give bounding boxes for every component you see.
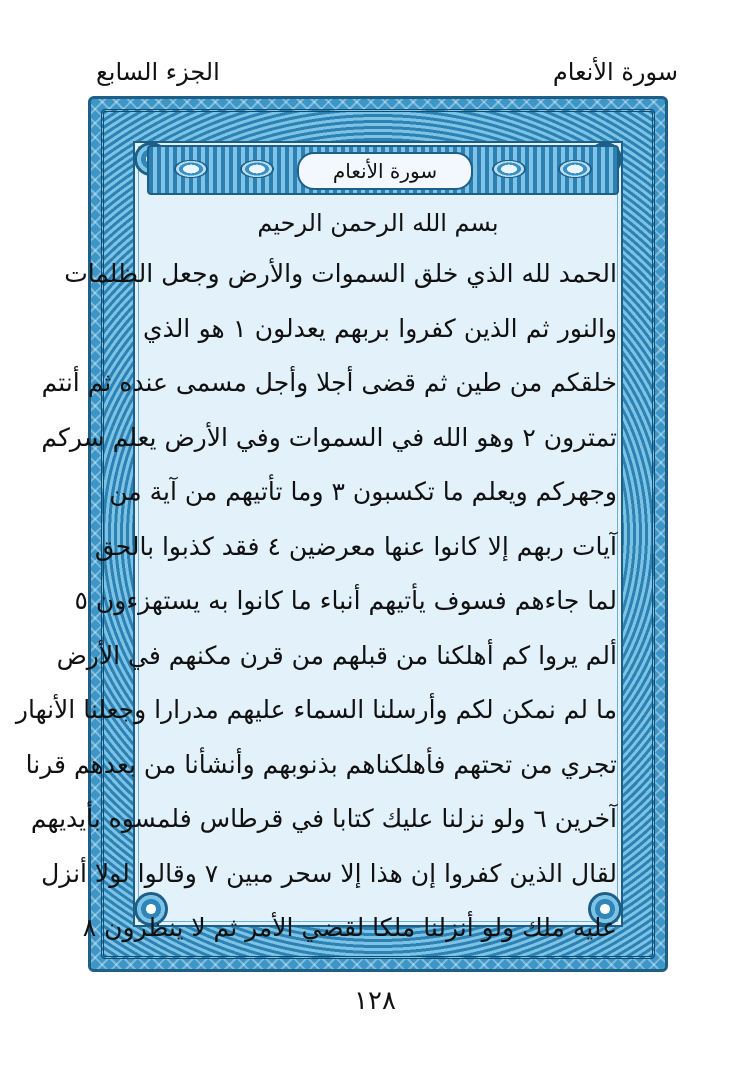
verse-line: تجري من تحتهم فأهلكناهم بذنوبهم وأنشأنا من بعدهم قرنا (25, 749, 617, 779)
verse-block (15, 247, 617, 956)
verse-line: ما لم نمكن لكم وأرسلنا السماء عليهم مدرارا وجعلنا الأنهار (15, 695, 617, 724)
verse-line: وجهركم ويعلم ما تكسبون ٣ وما تأتيهم من آية من (109, 477, 617, 506)
juz-header: الجزء السابع (96, 58, 220, 86)
band-ornament-icon (481, 154, 537, 184)
surah-header: سورة الأنعام (552, 58, 678, 86)
verse-line: الحمد لله الذي خلق السموات والأرض وجعل الظلمات (64, 259, 617, 288)
band-ornament-icon (163, 154, 219, 184)
verse-line: لقال الذين كفروا إن هذا إلا سحر مبين ٧ وقالوا لولا أنزل (41, 858, 617, 888)
verse-line: والنور ثم الذين كفروا بربهم يعدلون ١ هو الذي (143, 313, 617, 343)
band-ornament-icon (229, 154, 285, 184)
verse-line: خلقكم من طين ثم قضى أجلا وأجل مسمى عنده ثم أنتم (41, 368, 617, 397)
surah-title-band (147, 145, 619, 195)
verse-line: ألم يروا كم أهلكنا من قبلهم من قرن مكنهم في الأرض (56, 640, 617, 670)
decorative-frame (15, 96, 668, 972)
verse-line: آخرين ٦ ولو نزلنا عليك كتابا في قرطاس فلمسوه بأيديهم (30, 804, 617, 833)
verse-line: عليه ملك ولو أنزلنا ملكا لقضي الأمر ثم لا ينظرون ٨ (82, 913, 617, 942)
verse-line: لما جاءهم فسوف يأتيهم أنباء ما كانوا به يستهزءون ٥ (74, 586, 617, 615)
surah-title: سورة الأنعام (297, 152, 473, 190)
verse-line: آيات ربهم إلا كانوا عنها معرضين ٤ فقد كذبوا بالحق (94, 531, 617, 561)
page-number: ١٢٨ (354, 986, 396, 1016)
basmala: بسم الله الرحمن الرحيم (257, 209, 499, 237)
band-ornament-icon (547, 154, 603, 184)
verse-line: تمترون ٢ وهو الله في السموات وفي الأرض يعلم سركم (41, 422, 617, 452)
